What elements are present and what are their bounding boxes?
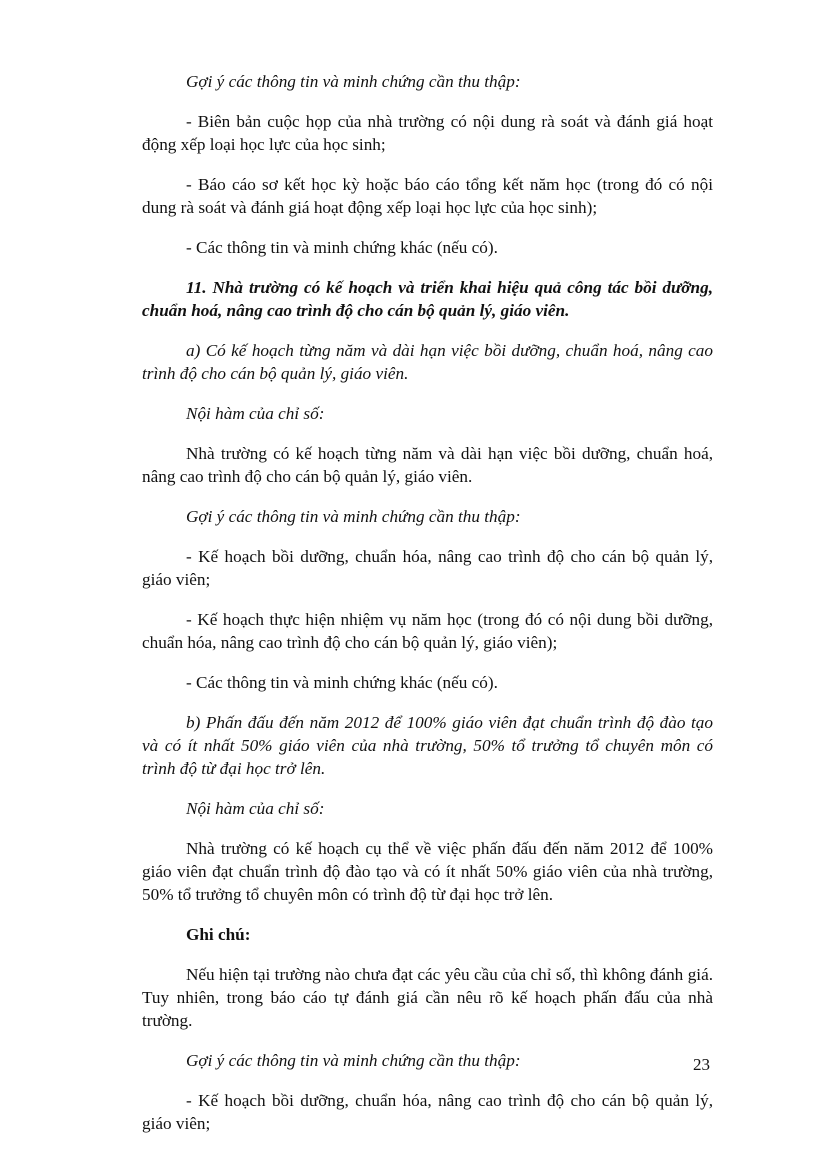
note-text: Nếu hiện tại trường nào chưa đạt các yêu cầu của chỉ số, thì không đánh giá. Tuy nhiên, trong báo cáo tự đánh giá cần nêu rõ kế hoạch phấn đấu của nhà trường. bbox=[142, 965, 713, 1030]
evidence-item-training-plan-2: - Kế hoạch bồi dưỡng, chuẩn hóa, nâng cao trình độ cho cán bộ quản lý, giáo viên; bbox=[142, 1091, 713, 1133]
evidence-item-other: - Các thông tin và minh chứng khác (nếu có). bbox=[186, 238, 498, 257]
page-number: 23 bbox=[693, 1055, 710, 1074]
indicator-a-scope-label: Nội hàm của chỉ số: bbox=[186, 404, 325, 423]
evidence-item-semester-report: - Báo cáo sơ kết học kỳ hoặc báo cáo tổng kết năm học (trong đó có nội dung rà soát và đánh giá hoạt động xếp loại học lực của học sinh); bbox=[142, 175, 713, 217]
evidence-item-meeting-minutes: - Biên bản cuộc họp của nhà trường có nội dung rà soát và đánh giá hoạt động xếp loại học lực của học sinh; bbox=[142, 112, 713, 154]
evidence-heading-2: Gợi ý các thông tin và minh chứng cần thu thập: bbox=[186, 507, 521, 526]
document-body bbox=[142, 70, 713, 1152]
indicator-b-scope-label: Nội hàm của chỉ số: bbox=[186, 799, 325, 818]
indicator-a-heading: a) Có kế hoạch từng năm và dài hạn việc bồi dưỡng, chuẩn hoá, nâng cao trình độ cho cán bộ quản lý, giáo viên. bbox=[142, 341, 713, 383]
criterion-11-heading: 11. Nhà trường có kế hoạch và triển khai hiệu quả công tác bồi dưỡng, chuẩn hoá, nâng cao trình độ cho cán bộ quản lý, giáo viên. bbox=[142, 278, 713, 320]
evidence-item-yearly-plan: - Kế hoạch thực hiện nhiệm vụ năm học (trong đó có nội dung bồi dưỡng, chuẩn hóa, nâng cao trình độ cho cán bộ quản lý, giáo viên); bbox=[142, 610, 713, 652]
evidence-heading-3: Gợi ý các thông tin và minh chứng cần thu thập: bbox=[186, 1051, 521, 1070]
indicator-b-heading: b) Phấn đấu đến năm 2012 để 100% giáo viên đạt chuẩn trình độ đào tạo và có ít nhất 50% giáo viên của nhà trường, 50% tổ trưởng tổ chuyên môn có trình độ từ đại học trở lên. bbox=[142, 713, 713, 778]
indicator-b-scope-text: Nhà trường có kế hoạch cụ thể về việc phấn đấu đến năm 2012 để 100% giáo viên đạt chuẩn trình độ đào tạo và có ít nhất 50% giáo viên của nhà trường, 50% tổ trưởng tổ chuyên môn có trình độ từ đại học trở lên. bbox=[142, 839, 713, 904]
evidence-item-other-2: - Các thông tin và minh chứng khác (nếu có). bbox=[186, 673, 498, 692]
evidence-item-training-plan: - Kế hoạch bồi dưỡng, chuẩn hóa, nâng cao trình độ cho cán bộ quản lý, giáo viên; bbox=[142, 547, 713, 589]
indicator-a-scope-text: Nhà trường có kế hoạch từng năm và dài hạn việc bồi dưỡng, chuẩn hoá, nâng cao trình độ cho cán bộ quản lý, giáo viên. bbox=[142, 444, 713, 486]
note-label: Ghi chú: bbox=[186, 925, 251, 944]
evidence-heading-1: Gợi ý các thông tin và minh chứng cần thu thập: bbox=[186, 72, 521, 91]
